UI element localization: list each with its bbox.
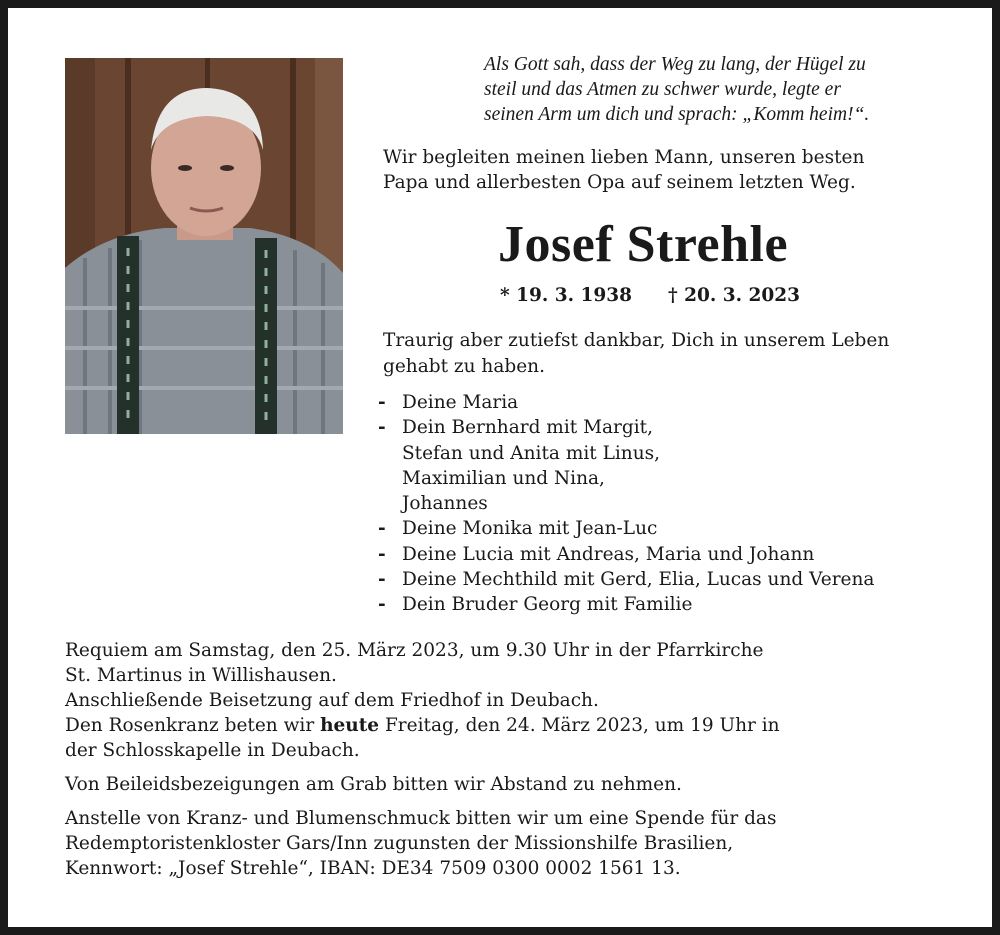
rosary-today: heute [320,715,380,736]
mourner-text: Dein Bruder Georg mit Familie [402,594,693,616]
mourner-item [378,592,978,617]
rosary-text: Den Rosenkranz beten wir [65,715,321,736]
mourner-item [378,466,978,491]
donation-line: Kennwort: „Josef Strehle“, IBAN: DE34 7509 0300 0002 1561 13. [65,858,681,879]
requiem-line: St. Martinus in Willishausen. [65,665,337,686]
list-dash: - [378,392,386,413]
donation-line: Redemptoristenkloster Gars/Inn zugunsten der Missionshilfe Brasilien, [65,833,734,854]
mourner-text: Johannes [402,493,488,515]
life-dates [500,284,800,308]
rosary-line: der Schlosskapelle in Deubach. [65,740,360,761]
mourner-item [378,491,978,516]
mourner-item [378,516,978,541]
list-dash: - [378,594,386,616]
requiem-line: Requiem am Samstag, den 25. März 2023, um 9.30 Uhr in der Pfarrkirche [65,640,764,661]
poem-line: seinen Arm um dich und sprach: „Komm heim!“. [484,104,870,125]
mourner-item [378,567,978,592]
thanks-line: gehabt zu haben. [383,355,545,377]
mourner-text: Deine Lucia mit Andreas, Maria und Johann [402,543,815,565]
rosary-line [65,713,980,738]
list-dash: - [378,543,386,565]
condolences-note: Von Beileidsbezeigungen am Grab bitten wir Abstand zu nehmen. [65,774,682,795]
thanks-line: Traurig aber zutiefst dankbar, Dich in unserem Leben [383,330,890,351]
portrait-photo [65,58,343,434]
thanks-text [383,328,983,379]
mourners-list [378,390,978,618]
death-date: † 20. 3. 2023 [667,285,800,306]
mourner-item [378,542,978,567]
poem-line: steil und das Atmen zu schwer wurde, legte er [484,79,841,100]
mourner-text: Deine Maria [402,392,519,413]
burial-line: Anschließende Beisetzung auf dem Friedhof in Deubach. [65,690,599,711]
donation-line: Anstelle von Kranz- und Blumenschmuck bitten wir um eine Spende für das [65,808,777,829]
intro-line: Wir begleiten meinen lieben Mann, unseren besten [383,147,865,168]
rosary-text: Freitag, den 24. März 2023, um 19 Uhr in [379,715,780,736]
service-info [65,638,980,881]
mourner-item [378,390,978,415]
mourner-text: Stefan und Anita mit Linus, [402,442,660,464]
list-dash: - [378,417,386,439]
mourner-text: Maximilian und Nina, [402,467,605,489]
mourner-item [378,441,978,466]
list-dash: - [378,569,386,591]
intro-text [383,145,983,195]
obituary-card [8,8,992,927]
mourner-item [378,415,978,440]
mourner-text: Deine Monika mit Jean-Luc [402,518,658,540]
mourner-text: Deine Mechthild mit Gerd, Elia, Lucas und Verena [402,569,875,591]
deceased-name: Josef Strehle [498,216,789,273]
intro-line: Papa und allerbesten Opa auf seinem letzten Weg. [383,172,856,193]
birth-date: * 19. 3. 1938 [500,285,632,306]
mourner-text: Dein Bernhard mit Margit, [402,417,653,439]
list-dash: - [378,518,386,540]
poem-line: Als Gott sah, dass der Weg zu lang, der Hügel zu [484,54,866,75]
poem-quote [484,52,984,127]
